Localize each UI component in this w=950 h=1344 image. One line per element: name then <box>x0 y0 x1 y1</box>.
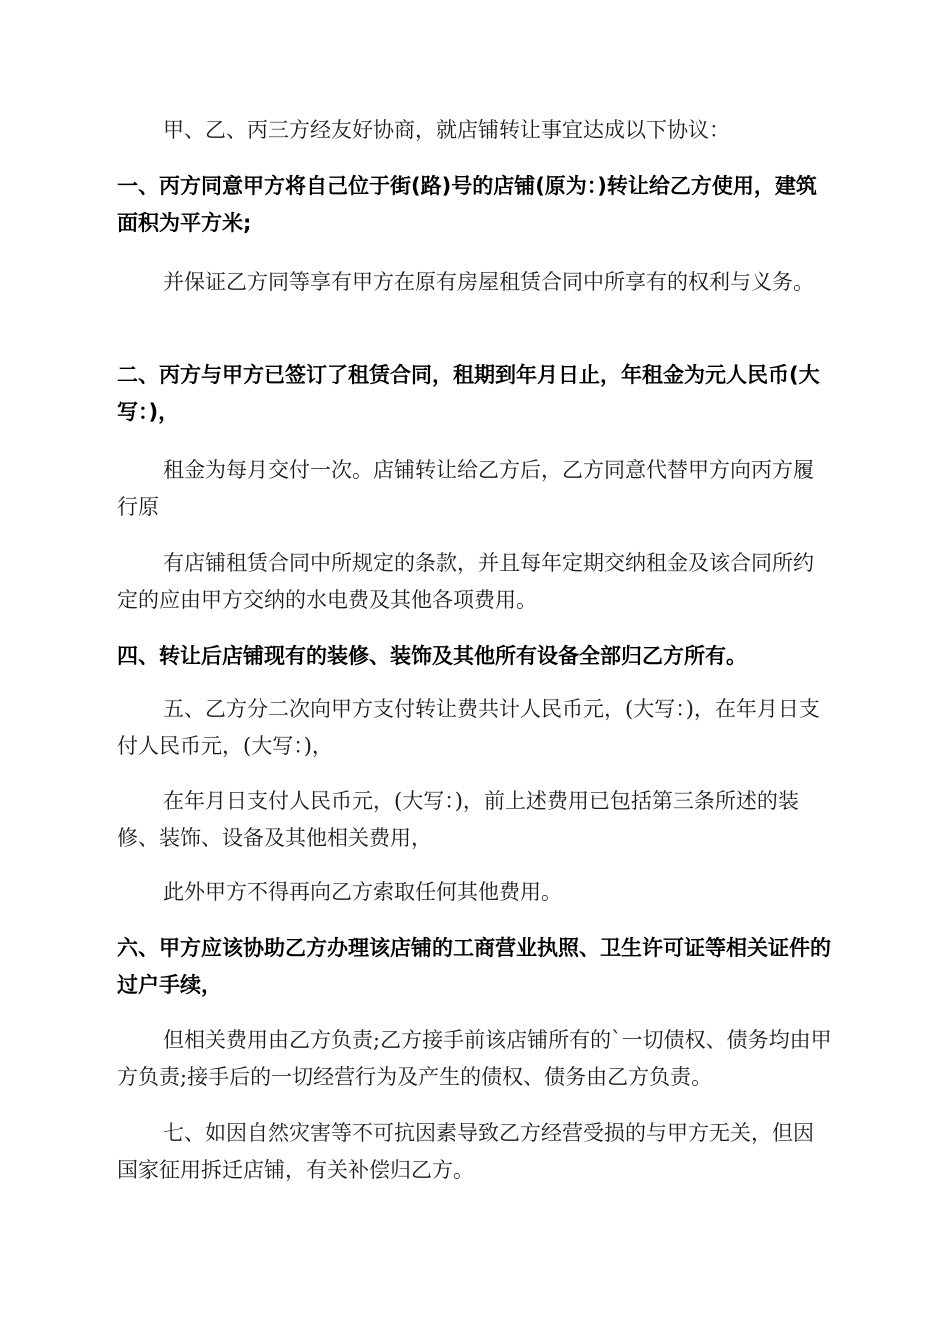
clause-6-body: 但相关费用由乙方负责;乙方接手前该店铺所有的`一切债权、债务均由甲方负责;接手后的一切经营行为及产生的债权、债务由乙方负责。 <box>117 1028 832 1089</box>
clause-2-body-1: 租金为每月交付一次。店铺转让给乙方后，乙方同意代替甲方向丙方履行原 <box>117 458 814 519</box>
clause-5-body-2: 在年月日支付人民币元，(大写：)，前上述费用已包括第三条所述的装修、装饰、设备及其他相关费用， <box>117 789 799 850</box>
clause-2-heading: 二、丙方与甲方已签订了租赁合同，租期到年月日止，年租金为元人民币(大写：)， <box>117 363 820 424</box>
clause-1-heading: 一、丙方同意甲方将自己位于街(路)号的店铺(原为：)转让给乙方使用，建筑面积为平方米; <box>117 174 817 235</box>
clause-2-body-2: 有店铺租赁合同中所规定的条款，并且每年定期交纳租金及该合同所约定的应由甲方交纳的水电费及其他各项费用。 <box>117 551 814 612</box>
clause-4-heading: 四、转让后店铺现有的装修、装饰及其他所有设备全部归乙方所有。 <box>117 644 747 668</box>
clause-7-body: 七、如因自然灾害等不可抗因素导致乙方经营受损的与甲方无关，但因国家征用拆迁店铺，有关补偿归乙方。 <box>117 1121 814 1182</box>
clause-6-heading: 六、甲方应该协助乙方办理该店铺的工商营业执照、卫生许可证等相关证件的过户手续， <box>117 936 831 997</box>
clause-5-body-3: 此外甲方不得再向乙方索取任何其他费用。 <box>163 880 562 904</box>
intro-paragraph: 甲、乙、丙三方经友好协商，就店铺转让事宜达成以下协议： <box>163 118 730 142</box>
clause-1-body: 并保证乙方同等享有甲方在原有房屋租赁合同中所享有的权利与义务。 <box>163 270 814 294</box>
clause-5-body-1: 五、乙方分二次向甲方支付转让费共计人民币元，(大写：)，在年月日支付人民币元，(大写：)， <box>117 697 820 758</box>
